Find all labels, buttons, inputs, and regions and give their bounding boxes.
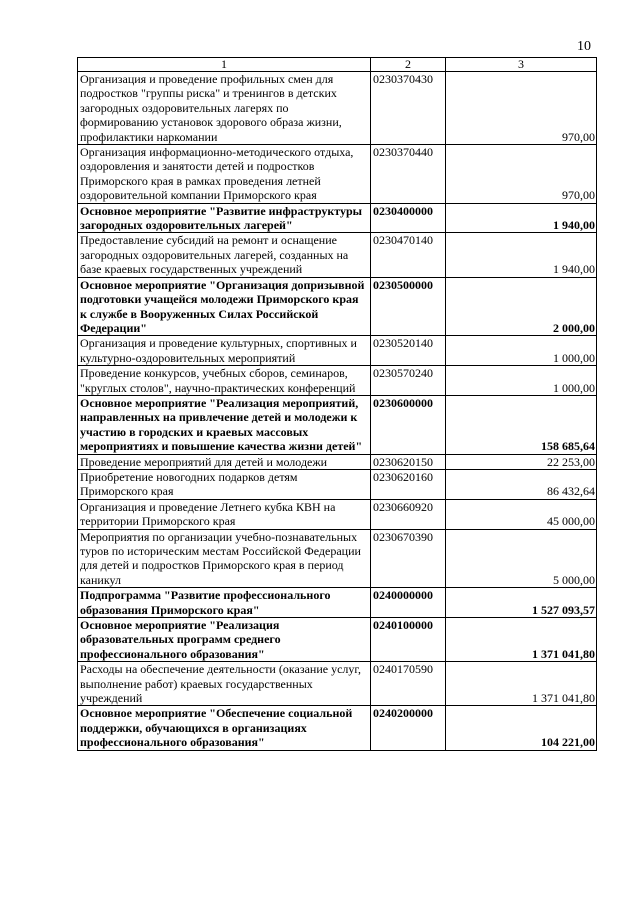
row-name-cell: Организация и проведение культурных, спортивных и культурно-оздоровительных мероприятий [78, 336, 371, 366]
row-amount-cell: 1 371 041,80 [446, 618, 597, 662]
row-amount-cell: 22 253,00 [446, 454, 597, 469]
row-code-cell: 0230620160 [371, 469, 446, 499]
table-row [78, 588, 597, 618]
row-name-cell: Предоставление субсидий на ремонт и оснащение загородных оздоровительных лагерей, созданных на базе краевых государственных учреждений [78, 233, 371, 277]
table-row [78, 499, 597, 529]
row-code-cell: 0230400000 [371, 203, 446, 233]
row-amount-cell: 45 000,00 [446, 499, 597, 529]
row-name-cell: Основное мероприятие "Реализация мероприятий, направленных на привлечение детей и молодежи к участию в городских и краевых массовых мероприятиях и повышение качества жизни детей" [78, 395, 371, 454]
row-name-cell: Организация и проведение Летнего кубка КВН на территории Приморского края [78, 499, 371, 529]
table-row [78, 618, 597, 662]
row-code-cell: 0230370430 [371, 72, 446, 145]
row-code-cell: 0230470140 [371, 233, 446, 277]
row-name-cell: Расходы на обеспечение деятельности (оказание услуг, выполнение работ) краевых государственных учреждений [78, 662, 371, 706]
row-name-cell: Организация информационно-методического отдыха, оздоровления и занятости детей и подростков Приморского края в рамках проведения летней оздоровительной компании Приморского края [78, 145, 371, 204]
table-header-row [78, 58, 597, 72]
row-name-cell: Основное мероприятие "Обеспечение социальной поддержки, обучающихся в организациях профессионального образования" [78, 706, 371, 750]
page-number: 10 [577, 39, 591, 54]
table-row [78, 395, 597, 454]
row-name-cell: Основное мероприятие "Организация допризывной подготовки учащейся молодежи Приморского края к службе в Вооруженных Силах Российской Федерации" [78, 277, 371, 336]
row-code-cell: 0230500000 [371, 277, 446, 336]
row-code-cell: 0230520140 [371, 336, 446, 366]
column-header-name: 1 [78, 58, 371, 72]
row-name-cell: Основное мероприятие "Развитие инфраструктуры загородных оздоровительных лагерей" [78, 203, 371, 233]
table-row [78, 336, 597, 366]
budget-table [77, 57, 597, 751]
row-name-cell: Приобретение новогодних подарков детям Приморского края [78, 469, 371, 499]
row-code-cell: 0240000000 [371, 588, 446, 618]
row-amount-cell: 104 221,00 [446, 706, 597, 750]
row-name-cell: Подпрограмма "Развитие профессионального образования Приморского края" [78, 588, 371, 618]
row-amount-cell: 970,00 [446, 72, 597, 145]
row-amount-cell: 158 685,64 [446, 395, 597, 454]
table-row [78, 662, 597, 706]
row-code-cell: 0230620150 [371, 454, 446, 469]
table-row [78, 145, 597, 204]
row-code-cell: 0230660920 [371, 499, 446, 529]
table-row [78, 72, 597, 145]
row-name-cell: Организация и проведение профильных смен для подростков "группы риска" и тренингов в детских загородных оздоровительных лагерях по формированию установок здорового образа жизни, профилактики наркомании [78, 72, 371, 145]
row-name-cell: Проведение конкурсов, учебных сборов, семинаров, "круглых столов", научно-практических конференций [78, 366, 371, 396]
row-amount-cell: 2 000,00 [446, 277, 597, 336]
column-header-code: 2 [371, 58, 446, 72]
row-code-cell: 0230570240 [371, 366, 446, 396]
table-row [78, 706, 597, 750]
row-code-cell: 0240170590 [371, 662, 446, 706]
row-amount-cell: 970,00 [446, 145, 597, 204]
table-row [78, 277, 597, 336]
table-row [78, 454, 597, 469]
row-amount-cell: 5 000,00 [446, 529, 597, 588]
row-name-cell: Мероприятия по организации учебно-познавательных туров по историческим местам Российской Федерации для детей и подростков Приморского края в период каникул [78, 529, 371, 588]
row-name-cell: Проведение мероприятий для детей и молодежи [78, 454, 371, 469]
row-amount-cell: 1 940,00 [446, 203, 597, 233]
table-row [78, 366, 597, 396]
table-row [78, 233, 597, 277]
row-code-cell: 0240200000 [371, 706, 446, 750]
table-row [78, 469, 597, 499]
row-code-cell: 0240100000 [371, 618, 446, 662]
row-code-cell: 0230670390 [371, 529, 446, 588]
row-code-cell: 0230370440 [371, 145, 446, 204]
row-amount-cell: 86 432,64 [446, 469, 597, 499]
row-name-cell: Основное мероприятие "Реализация образовательных программ среднего профессионального образования" [78, 618, 371, 662]
row-amount-cell: 1 000,00 [446, 366, 597, 396]
table-row [78, 529, 597, 588]
row-amount-cell: 1 527 093,57 [446, 588, 597, 618]
row-amount-cell: 1 940,00 [446, 233, 597, 277]
row-amount-cell: 1 000,00 [446, 336, 597, 366]
row-code-cell: 0230600000 [371, 395, 446, 454]
row-amount-cell: 1 371 041,80 [446, 662, 597, 706]
column-header-amount: 3 [446, 58, 597, 72]
table-row [78, 203, 597, 233]
